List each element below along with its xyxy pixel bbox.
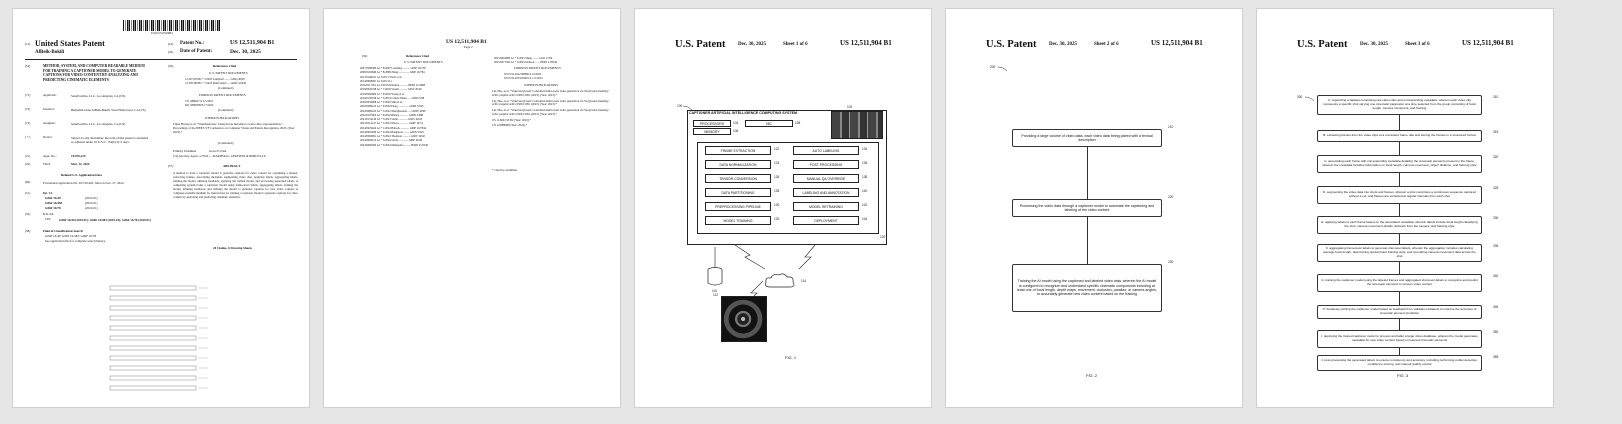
page2-us-doc: 2020/0059608 A1 * 2/2020 Shin et al. <box>360 101 403 104</box>
page2-other-heading: OTHER PUBLICATIONS <box>524 83 559 87</box>
flow-connector <box>1399 234 1400 244</box>
sheet2-patent-no: US 12,511,904 B1 <box>1151 39 1203 47</box>
us-doc-1: 12,358,398 B2 * 7/2025 Rauh Santel .... G06N 3/0439 <box>185 82 246 85</box>
ref-102: 102 <box>847 105 853 109</box>
abstract: A method to train a captioner model to generate captions for video content for organizing a dataset, extracting frames, associating metadata, segmenting video data, applying labels, aggregating labels, training the model, utilizing feedback, applying the trained model, and processing generated labels. A computing system trains a captioner model using frame-level labels, aggregating labels, training the model, utilizing feedback, and refining the model to generate captions for new video content. A computer-readable medium for instructions for training a captioner model to generate captions for video content by analyzing and predicting cinematic elements. <box>173 171 298 200</box>
patent-sheet-3 <box>1256 8 1554 408</box>
flow-step: I. deploying the trained captioner model to process and label a large video database, wherein the model generates metadata for new video content based on learned cinematic elements <box>1317 330 1482 348</box>
page2-us-doc: 2022/0197905 A1 * 6/2022 Bishop ............ G06N 3/088 <box>360 113 424 117</box>
sheet2-date: Dec. 30, 2025 <box>1049 42 1078 47</box>
intcl-label: Int. Cl. <box>43 191 53 195</box>
module-box-right: MANUAL QA OVERRIDE <box>793 174 859 183</box>
module-ref-left: 124 <box>774 161 780 165</box>
module-ref-right: 136 <box>862 161 868 165</box>
flow-step-ref: 230 <box>1168 260 1174 264</box>
intcl-date-0: (2022.01) <box>85 196 98 200</box>
flow-step: C. associating each frame with corresponding metadata detailing the cinematic elements present in the frame, wherein the metadata includes information on focal length, camera movement, object distance, and framing style <box>1317 155 1482 173</box>
invention-title: METHOD, SYSTEM, AND COMPUTER READABLE MEDIUM FOR TRAINING A CAPTIONER MODEL TO GENERATE CAPTIONS FOR VIDEO CONTENT BY ANALYZING AND PREDICTING CINEMATIC ELEMENTS <box>43 64 145 83</box>
us-docs-heading: U.S. PATENT DOCUMENTS <box>209 71 248 75</box>
filed-date: Mar. 12, 2025 <box>71 162 90 166</box>
attorney: (74) Attorney, Agent, or Firm — MARSHALL, GERSTEIN & BORUN LLP <box>173 154 266 158</box>
patent-page-references <box>323 8 621 408</box>
fig2-ref-arrow <box>998 66 1008 72</box>
date-of-patent: Dec. 30, 2025 <box>230 49 261 55</box>
flow-step: Processing the video data through a captioner model to automate the captioning and labeling of the video content <box>1012 199 1162 217</box>
flow-connector <box>1087 147 1088 199</box>
code-71: (71) <box>25 93 31 97</box>
page2-us-doc: 2024/0029424 A1 * 1/2024 Babock ............ G06F 16/7844 <box>360 126 426 130</box>
processors-box: PROCESSORS <box>693 120 731 127</box>
module-ref-left: 126 <box>774 175 780 179</box>
flow-step-ref: 330 <box>1493 216 1499 220</box>
code-notice: ( * ) <box>25 135 31 139</box>
code-22: (22) <box>25 162 31 166</box>
page2-us-doc: 2024/0062040 A1 * 2/2024 Bangalore ........ G06N 3/045 <box>360 130 424 134</box>
ref-120: 120 <box>880 235 886 239</box>
camera-photo <box>721 296 767 342</box>
page2-us-doc: 2018/0020198 A1 * 1/2018 Sarelli ........... G06V 20/46 <box>360 88 422 92</box>
page2-us-doc-right-0: 2025/0064690 A1 * 2/2025 Shuja ........ G10L 17/04 <box>494 57 553 60</box>
assignee-label: Assignee: <box>43 121 56 125</box>
ref-108: 108 <box>795 121 801 125</box>
page2-other-pub: Liu, Hao, et al. "VideoStoryboard: Controlled multi-scene video generation via Storyboard planning," arXiv preprint arXiv:2309.15091 (2023). (Year: 2023).* <box>492 98 610 107</box>
flow-step: F. aggregating frame-level labels to generate shot-level labels, wherein the aggregation includes calculating average focal length, determining predominant framing style, and smoothing camera movement data across the shot <box>1317 244 1482 262</box>
module-ref-left: 130 <box>774 203 780 207</box>
foreign-doc-1: KR 10908309 B1 7/2024 <box>185 104 214 107</box>
provisional: Provisional application No. 63/720,420, filed on Nov. 27, 2024. <box>43 181 125 185</box>
page2-us-doc: 2023/0214417 A1 * 7/2023 Moore ............. G06F 16/74 <box>360 122 423 126</box>
flow-step: Providing a large volume of video data, each video data being paired with a textual description <box>1012 129 1162 147</box>
page2-page-label: Page 2 <box>464 45 473 49</box>
page2-us-doc: 2024/0096384 A1 * 3/2024 Mohapatra ......... H04N 21/8549 <box>360 143 428 147</box>
module-box-right: AUTO LABELING <box>793 146 859 155</box>
code-21: (21) <box>25 154 31 158</box>
other-text: Chien Hwang et al. "VideoDenoiser: Using movie metadata to learn video representations," Proceedings of the IEEE/CVF Conference on Computer Vision and Pattern Recognition, 2023. (Year: 2023).* <box>173 122 295 134</box>
notice: Subject to any disclaimer, the term of this patent is extended or adjusted under 35 U.S.C. 154(b) by 0 days. <box>71 136 148 145</box>
patent-title: United States Patent <box>35 39 105 48</box>
flow-connector <box>1399 348 1400 355</box>
flow-step-ref: 310 <box>1493 95 1499 99</box>
flow-step-ref: 350 <box>1493 330 1499 334</box>
barcode-text: US012511904B1 <box>151 31 174 35</box>
module-box-left: FRAME EXTRACTION <box>705 146 771 155</box>
fig2-ref-200: 200 <box>990 65 996 69</box>
fig3-ref-300: 300 <box>1297 95 1303 99</box>
flow-connector <box>1399 319 1400 330</box>
field-label: Field of Classification Search <box>43 229 83 233</box>
flow-step: B. extracting frames from the video clips at a consistent frame rate and storing the frames in a structured format <box>1317 130 1482 142</box>
flow-connector <box>1399 262 1400 274</box>
intcl-date-1: (2022.01) <box>85 201 98 205</box>
page2-refs-heading: References Cited <box>406 54 430 58</box>
sheet3-date: Dec. 30, 2025 <box>1360 42 1389 47</box>
module-ref-right: 140 <box>862 189 868 193</box>
sheet1-date: Dec. 30, 2025 <box>738 42 767 47</box>
code-57: (57) <box>168 164 174 168</box>
flow-step: J. post-processing the generated labels to ensure consistency and accuracy, including performing outlier detection, confidence scoring, and manual quality control <box>1317 355 1482 371</box>
sheet3-title: U.S. Patent <box>1297 39 1348 50</box>
code-45: (45) <box>168 50 174 54</box>
patent-sheet-1 <box>634 8 932 408</box>
ref-110: 110 <box>712 289 718 293</box>
page2-foreign-doc-1: WO WO-2023218003 A1 11/2023 <box>504 77 543 80</box>
page2-us-doc: 2022/0080222 A1 * 3/2022 Nikoghossian ..... G06N 3/008 <box>360 109 426 113</box>
flow-step: E. applying labels to each frame based on the associated metadata, wherein labels include focal length classifying the shot, camera movement details, distance from the camera, and framing style <box>1317 216 1482 234</box>
code-54: (54) <box>25 64 31 68</box>
continued-3: (Continued) <box>218 141 234 145</box>
module-box-right: POST-PROCESSING <box>793 160 859 169</box>
appl-no: 19/076,229 <box>71 154 86 158</box>
sheet2-title: U.S. Patent <box>986 39 1037 50</box>
page2-us-doc: 2007/0286306 A1 * 8/2007 Lauensky .......... G06F 16/738 <box>360 67 426 70</box>
cpc-label: CPC <box>45 217 52 221</box>
page2-us-doc: 2014/0068481 A1 3/2014 Li <box>360 79 392 83</box>
flow-step: H. iteratively refining the captioner model based on feedback from validation datasets to improve the accuracy of cinematic element prediction <box>1317 305 1482 319</box>
module-box-right: DEPLOYMENT <box>793 216 859 225</box>
module-ref-right: 134 <box>862 147 868 151</box>
claims-line: 20 Claims, 6 Drawing Sheets <box>213 246 252 250</box>
front-page-drawing <box>108 284 218 399</box>
page2-other-pub: Liu, Hao, et al. "VideoStoryboard: Controlled multi-scene video generation via Storyboard planning," arXiv preprint arXiv:2309.15091 (2023). (Year: 2023).* <box>492 89 610 97</box>
intcl-date-2: (2022.01) <box>85 206 98 210</box>
us-doc-0: 12,307,976 B2 * 5/2025 Campbell ........ G06Q 40/08 <box>185 78 245 81</box>
module-ref-left: 122 <box>774 147 780 151</box>
code-72: (72) <box>25 107 31 111</box>
flow-step-ref: 210 <box>1168 125 1174 129</box>
sheet1-patent-no: US 12,511,904 B1 <box>840 39 892 47</box>
page2-cited-note: * cited by examiner <box>492 168 518 172</box>
examiner: Grace P. Park <box>209 149 227 153</box>
page2-us-doc: 2018/0260600 A1 * 9/2018 Young et al. <box>360 92 405 96</box>
intcl-1: G06F 16/483 <box>45 201 63 205</box>
database-icon <box>705 267 725 287</box>
module-box-left: TENSOR CONVERSION <box>705 174 771 183</box>
page2-other-pub: Liu, Hao, et al. "VideoStoryboard: Controlled multi-scene video generation via Storyboard planning," arXiv preprint arXiv:2309.15091 (2023). (Year: 2023).* <box>492 108 610 116</box>
page2-us-doc-right-1: 2025/0071395 A1 * 3/2025 Dodson ....... H04N 21/8549 <box>494 61 558 64</box>
applicant-label: Applicant: <box>43 93 57 97</box>
module-box-left: DATA PARTITIONING <box>705 188 771 197</box>
flow-step-ref: 345 <box>1493 305 1499 309</box>
flow-connector <box>1399 173 1400 186</box>
cloud-icon <box>763 271 797 291</box>
fig1-caption: FIG. 1 <box>785 355 797 360</box>
foreign-heading: FOREIGN PATENT DOCUMENTS <box>199 93 246 97</box>
flow-step-ref: 315 <box>1493 130 1499 134</box>
field-cpc: G06F 16/40; G06F 16/483; G06F 16/78 <box>45 234 96 238</box>
ref-114: 114 <box>801 279 807 283</box>
ref-106: 106 <box>733 129 739 133</box>
field-note: See application file for complete search history. <box>45 239 106 243</box>
module-ref-left: 132 <box>774 217 780 221</box>
fig3-caption: FIG. 3 <box>1397 373 1409 378</box>
header-rule <box>25 59 297 60</box>
code-56: (56) <box>168 64 174 68</box>
appl-label: Appl. No.: <box>43 154 57 158</box>
page2-us-doc: 2016/0117561 A1 4/2016 Knudson ........... H04N 21/4668 <box>360 84 426 87</box>
flow-step-ref: 325 <box>1493 186 1499 190</box>
code-12: (12) <box>25 42 31 46</box>
code-60: (60) <box>25 180 31 184</box>
sheet2-sheet: Sheet 2 of 6 <box>1094 42 1119 47</box>
code-58: (58) <box>25 229 31 233</box>
continued-2: (Continued) <box>218 108 234 112</box>
examiner-label: Primary Examiner <box>173 149 197 153</box>
assignee: SenePositive, LLC, Los Angeles, CA (US) <box>71 122 126 126</box>
flow-step: Training the AI model using the captioned and labeled video data, wherein the AI model is configured to recognize and understand specific cinematic components including at least one of focal length, depth maps, movement, occlusion, parallax, or camera angles, to accurately generate new video content based on the training <box>1012 264 1162 312</box>
fig2-caption: FIG. 2 <box>1086 373 1098 378</box>
page2-us-doc: 2020/0286413 A1 * 9/2020 Dong ............... G06N 3/045 <box>360 105 424 109</box>
sheet3-sheet: Sheet 3 of 6 <box>1405 42 1430 47</box>
inventor: Benjamin Gene AlBeik-Bokili, West Hollywood, CA (US) <box>71 108 146 112</box>
barcode <box>123 20 221 31</box>
film-strip-image <box>831 111 883 139</box>
refs-heading: References Cited <box>213 64 237 68</box>
filed-label: Filed: <box>43 162 51 166</box>
code-51: (51) <box>25 191 31 195</box>
page2-other-pub: US 11,669,743 B2 (Year: 2023).* <box>492 117 531 122</box>
sheet1-title: U.S. Patent <box>675 39 726 50</box>
continued: (Continued) <box>218 86 234 90</box>
flow-step: G. training the captioner model using the labeled frames and aggregated shot-level labels to recognize and predict the cinematic elements in unseen video content <box>1317 274 1482 292</box>
module-box-left: DATA NORMALIZATION <box>705 160 771 169</box>
patent-sheet-2 <box>945 8 1243 408</box>
flow-step-ref: 335 <box>1493 244 1499 248</box>
page2-us-docs-heading: U.S. PATENT DOCUMENTS <box>404 60 443 64</box>
code-52: (52) <box>25 212 31 216</box>
intcl-0: G06F 16/40 <box>45 196 61 200</box>
flow-connector <box>1087 217 1088 264</box>
code-10: (10) <box>168 42 174 46</box>
patent-no: US 12,511,904 B1 <box>230 40 275 46</box>
page2-us-doc: 2024/0096061 A1 * 3/2024 Thomson ........... G06V 20/40 <box>360 135 425 138</box>
flow-step-ref: 340 <box>1493 274 1499 278</box>
page2-us-doc: 2023/0154140 A1 * 5/2023 Sabin ............. G06V 40/20 <box>360 118 423 121</box>
page2-us-doc: 2019/0130186 A1 * 5/2019 Cohen-Tallon ..... G06N 3/08 <box>360 96 425 100</box>
system-title: CAPTIONER ARTIFICIAL INTELLIGENCE COMPUTING SYSTEM <box>689 111 798 115</box>
module-ref-right: 138 <box>862 175 868 179</box>
inventor-label: Inventor: <box>43 107 55 111</box>
flow-connector <box>1399 142 1400 155</box>
module-box-right: LABELING AND ANNOTATION <box>793 188 859 197</box>
abstract-heading: ABSTRACT <box>223 164 241 168</box>
nic-box: NIC <box>745 120 793 127</box>
page2-patent-no: US 12,511,904 B1 <box>446 39 487 45</box>
module-ref-left: 128 <box>774 189 780 193</box>
page2-foreign-doc-0: WO WO-2022198866 A1 9/2022 <box>504 73 542 76</box>
notice-label: Notice: <box>43 135 53 139</box>
page2-us-doc: 2024/0096212 A1 * 3/2024 Sevda ............. G06F 40/40 <box>360 139 423 143</box>
module-box-right: MODEL RETRAINING <box>793 202 859 211</box>
module-box-left: MODEL TRAINING <box>705 216 771 225</box>
code-73: (73) <box>25 121 31 125</box>
foreign-doc-0: CN 108664711 A 5/2018 <box>185 100 213 103</box>
other-heading: OTHER PUBLICATIONS <box>205 116 240 120</box>
module-box-left: PREPROCESSING PIPELINE <box>705 202 771 211</box>
patent-no-label: Patent No.: <box>180 41 205 46</box>
uscl-label: U.S. Cl. <box>43 212 54 216</box>
page2-us-doc: 2008/0192840 A1 * 8/2008 Zhang .............. G06F 16/784 <box>360 71 425 75</box>
module-ref-right: 142 <box>862 203 868 207</box>
memory-box: MEMORY <box>693 128 731 135</box>
inventor-short: AlBeik-Bokili <box>35 50 65 55</box>
intcl-2: G06F 16/78 <box>45 206 61 210</box>
patent-page-front <box>12 8 310 408</box>
cpc: G06F 16/40 (2019.01); G06F 16/483 (2019.01); G06F 16/78 (2019.01) <box>59 218 151 222</box>
flow-connector <box>1399 115 1400 130</box>
flow-connector <box>1399 204 1400 216</box>
page2-other-pub: CN 119088498 (Year: 2024).* <box>492 123 528 128</box>
page2-other-pubs <box>492 90 610 130</box>
sheet1-sheet: Sheet 1 of 6 <box>783 42 808 47</box>
page2-foreign-heading: FOREIGN PATENT DOCUMENTS <box>514 66 561 70</box>
fig1-ref-100: 100 <box>677 104 683 108</box>
ref-112: 112 <box>713 293 719 297</box>
flow-step-ref: 355 <box>1493 355 1499 359</box>
ref-104: 104 <box>733 121 739 125</box>
page2-us-doc: 2013/0108241 A1 5/2013 Vlach et al. <box>360 75 403 79</box>
flow-step: D. segmenting the video data into shots and frames, wherein a shot comprises a continuous sequence captured without a cut, and frames are extracted at regular intervals from each shot <box>1317 186 1482 204</box>
flow-step: A. organizing a dataset comprising raw video clips and corresponding metadata, wherein each video clip represents a specific shot varying one cinematic parameter at a time selected from the group consisting of focal length, camera movement, and framing <box>1317 95 1482 115</box>
fig3-ref-arrow <box>1305 96 1315 102</box>
flow-step-ref: 320 <box>1493 155 1499 159</box>
module-ref-right: 144 <box>862 217 868 221</box>
sheet3-patent-no: US 12,511,904 B1 <box>1462 39 1514 47</box>
page2-us-docs-list <box>360 67 488 148</box>
page2-code-56: (56) <box>362 54 368 58</box>
flow-step-ref: 220 <box>1168 195 1174 199</box>
related-heading: Related U.S. Application Data <box>61 173 102 177</box>
date-label: Date of Patent: <box>180 49 213 54</box>
applicant: SenePositive, LLC, Los Angeles, CA (US) <box>71 94 126 98</box>
flow-connector <box>1399 292 1400 305</box>
